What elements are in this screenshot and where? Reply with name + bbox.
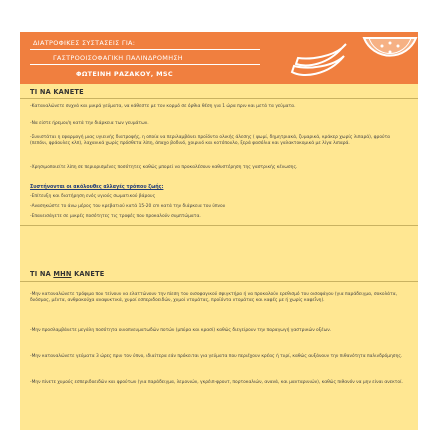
lifestyle-change-item: -Επανεισάγετε σε μικρές ποσότητες τις τροφές που προκαλούν συμπτώματα. [30, 214, 201, 219]
section-divider [20, 98, 418, 99]
lifestyle-changes-title: Συστήνονται οι ακόλουθες αλλαγές τρόπου ζωής: [30, 185, 164, 190]
section-divider [20, 225, 418, 226]
section-divider [20, 281, 418, 282]
bananas-icon [288, 42, 350, 78]
banner-condition: ΓΑΣΤΡΟΟΙΣΟΦΑΓΙΚΗ ΠΑΛΙΝΔΡΟΜΗΣΗ [53, 54, 183, 62]
lifestyle-change-item: -Επίτευξη και διατήρηση ενός υγιούς σωματικού βάρους [30, 194, 156, 199]
dont-section-title [30, 270, 105, 278]
banner-author: ΦΩΤΕΙΝΗ ΡΑΖΑΚΟΥ, MSC [76, 70, 173, 78]
do-item: -Συνιστάται η εφαρμογή μιας υγιεινής διατροφής, η οποία να περιλαμβάνει προϊόντα ολικής άλεσης ( ψωμί, δημητριακά, ζυμαρικά, κράκερ χωρίς λιπαρά), φρούτα (πεπόνι, φράουλες κλπ), λαχανικά χωρίς πρόσθετα λίπη, άπαχο βοδινό, χοιρινό και κοτόπουλο, ξερά φασόλια και γαλακτοκομικά με λίγα λιπαρά. [30, 135, 391, 146]
dont-item: -Μην πίνετε χυμούς εσπεριδοειδών και φρούτων (για παράδειγμα, λεμονιών, γκρέιπ-φρουτ, πορτοκαλιών, ανανά, και μανταρινιών), καθώς πιθανόν να μην είναι ανεκτοί. [30, 380, 403, 385]
nutrition-sheet [20, 32, 418, 430]
dont-item: -Μην καταναλώνετε τρόφιμα που τείνουν να ελαττώνουν την πίεση του οισοφαγικού σφιγκτήρα ή να προκαλούν ερεθισμό του οισοφάγου (για παράδειγμα, σοκολάτα, δυόσμος, μέντα, ανθρακούχα αναψυκτικά, χυμοί εσπεριδοειδών, χυμοί ντομάτας, προϊόντα ντομάτας και καφές με ή χωρίς καφεΐνη). [30, 292, 398, 303]
dont-title-emphasis: ΜΗΝ [53, 270, 72, 278]
header-banner [20, 32, 418, 84]
do-section-title: ΤΙ ΝΑ ΚΑΝΕΤΕ [30, 88, 84, 96]
dont-title-prefix: ΤΙ ΝΑ [30, 270, 54, 278]
do-item: -Καταναλώνετε συχνά και μικρά γεύματα, να κάθεστε με τον κορμό σε όρθια θέση για 1 ώρα πριν και μετά τα γεύματα. [30, 104, 296, 109]
do-item: -Να είστε ήρεμοι/η κατά την διάρκεια των γευμάτων. [30, 121, 149, 126]
dont-item: -Μην καταναλώνετε γεύματα 3 ώρες πριν τον ύπνο, ιδιαίτερα εάν πρόκειται για γεύματα που περιέχουν κρέας ή τυρί, καθώς αυξάνουν την πιθανότητα παλινδρόμησης. [30, 354, 403, 359]
do-item: -Χρησιμοποιείτε λίπη σε περιορισμένες ποσότητες καθώς μπορεί να προκαλέσουν καθυστέρηση της γαστρικής κένωσης. [30, 165, 298, 170]
dont-title-suffix: ΚΑΝΕΤΕ [71, 270, 105, 278]
banner-heading: ΔΙΑΤΡΟΦΙΚΕΣ ΣΥΣΤΑΣΕΙΣ ΓΙΑ: [33, 39, 136, 47]
banner-rule [30, 49, 260, 50]
lifestyle-change-item: -Ανασηκώστε το άνω μέρος του κρεβατιού κατά 15-20 cm κατά την διάρκεια του ύπνου [30, 204, 226, 209]
banner-rule [30, 64, 260, 65]
dont-item: -Μην προσλαμβάνετε μεγάλη ποσότητα οινοπνευματωδών ποτών (μπύρα και κρασί) καθώς διεγείρουν την παραγωγή γαστρικών οξέων. [30, 328, 332, 333]
watermelon-slice-icon [360, 34, 418, 82]
